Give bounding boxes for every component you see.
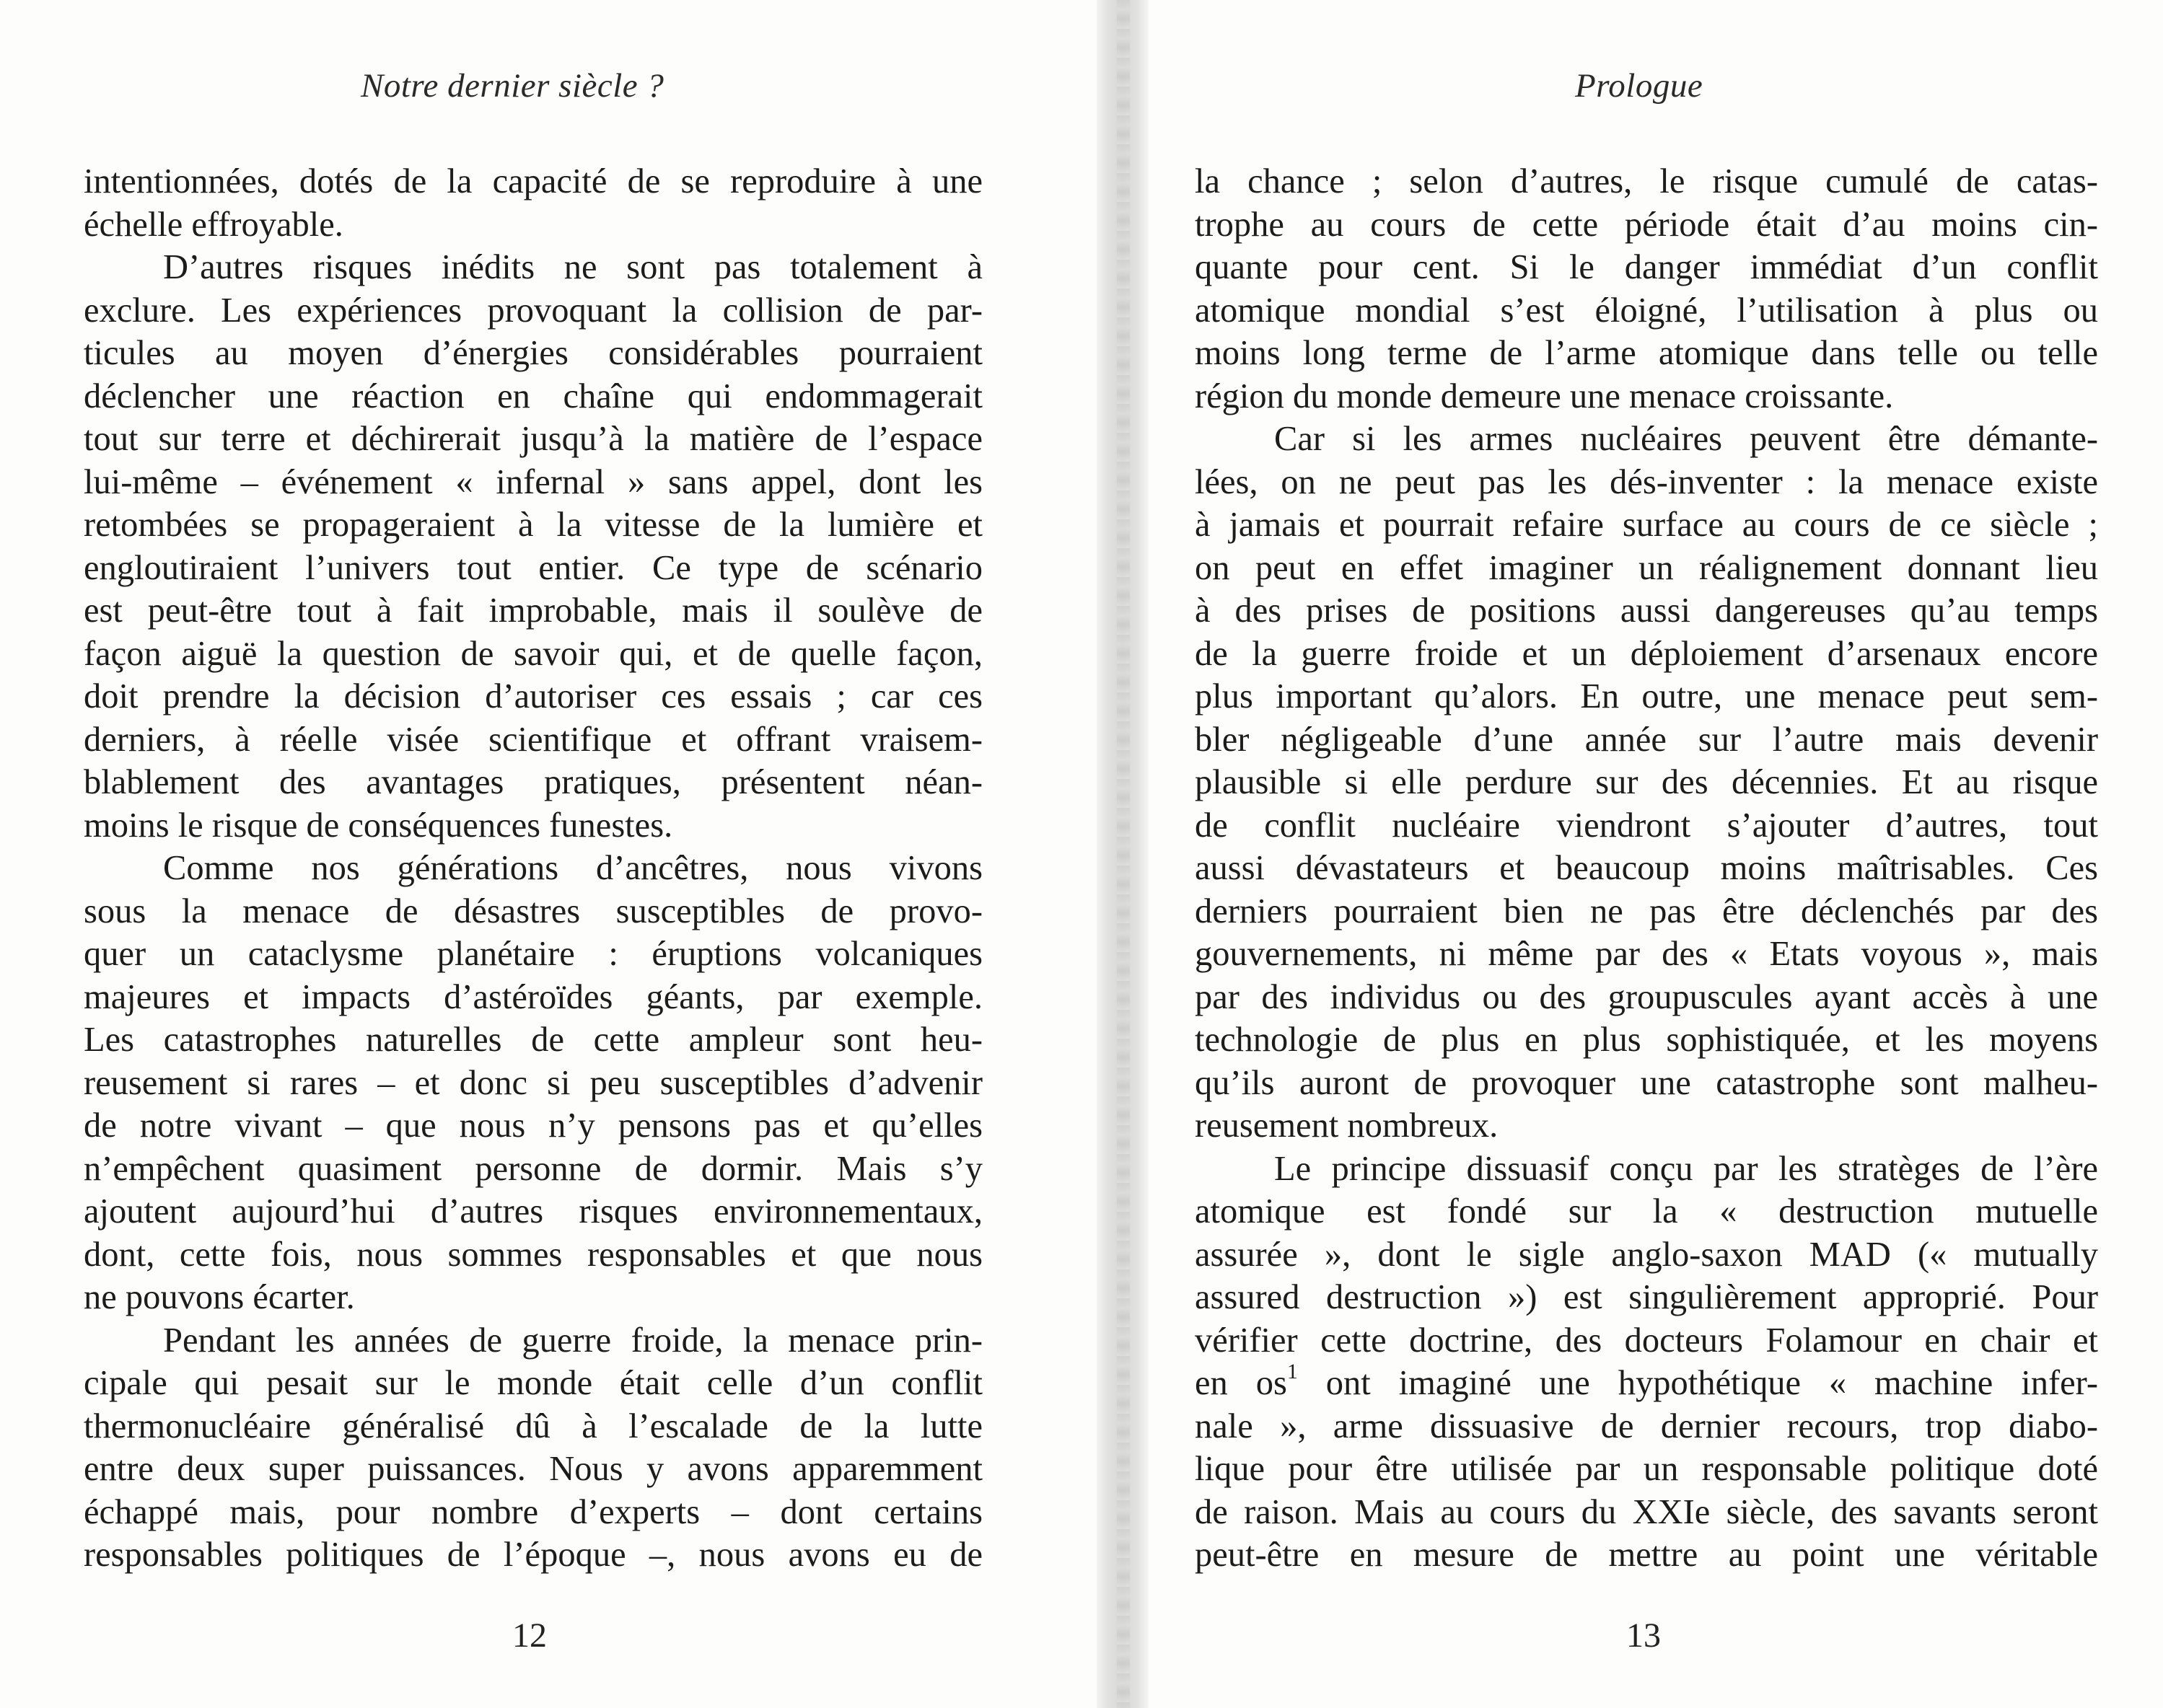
text-line: peut-être en mesure de mettre au point une véritable [1195,1536,2098,1574]
text-line: technologie de plus en plus sophistiquée, et les moyens [1195,1021,2098,1059]
text-line: tout sur terre et déchirerait jusqu’à la matière de l’espace [84,420,983,458]
text-line: derniers, à réelle visée scientifique et offrant vraisem- [84,720,983,759]
text-line: ajoutent aujourd’hui d’autres risques environnementaux, [84,1192,983,1231]
text-line: à jamais et pourrait refaire surface au cours de ce siècle ; [1195,506,2098,544]
text-line: on peut en effet imaginer un réalignement donnant lieu [1195,548,2098,587]
text-line: doit prendre la décision d’autoriser ces essais ; car ces [84,677,983,716]
text-line: blablement des avantages pratiques, présentent néan- [84,763,983,801]
text-line: par des individus ou des groupuscules ayant accès à une [1195,977,2098,1016]
text-line-part: ont imaginé une hypothétique « machine infer- [1297,1364,2098,1402]
text-line: majeures et impacts d’astéroïdes géants, par exemple. [84,977,983,1016]
text-line: exclure. Les expériences provoquant la collision de par- [84,291,983,330]
text-line: vérifier cette doctrine, des docteurs Folamour en chair et [1195,1321,2098,1360]
text-line: bler négligeable d’une année sur l’autre mais devenir [1195,720,2098,759]
text-line: façon aiguë la question de savoir qui, et de quelle façon, [84,634,983,673]
running-head-left: Notre dernier siècle ? [361,67,664,105]
text-line: ne pouvons écarter. [84,1278,355,1316]
text-line: Le principe dissuasif conçu par les stratèges de l’ère [1274,1149,2098,1188]
text-line: thermonucléaire généralisé dû à l’escalade de la lutte [84,1407,983,1445]
text-line: déclencher une réaction en chaîne qui endommagerait [84,377,983,415]
text-line: reusement nombreux. [1195,1106,1499,1145]
text-line: lui-même – événement « infernal » sans appel, dont les [84,462,983,501]
text-line-part: en os [1195,1364,1287,1402]
right-page [1126,0,2163,1708]
text-line: Comme nos générations d’ancêtres, nous vivons [163,849,983,887]
text-line: la chance ; selon d’autres, le risque cumulé de catas- [1195,162,2098,201]
text-line: quante pour cent. Si le danger immédiat d’un conflit [1195,248,2098,286]
text-line: cipale qui pesait sur le monde était celle d’un conflit [84,1364,983,1402]
text-line: atomique mondial s’est éloigné, l’utilisation à plus ou [1195,291,2098,330]
text-line: de raison. Mais au cours du XXIe siècle, des savants seront [1195,1492,2098,1531]
text-line: lées, on ne peut pas les dés-inventer : la menace existe [1195,462,2098,501]
text-line: moins long terme de l’arme atomique dans telle ou telle [1195,334,2098,372]
text-line: plausible si elle perdure sur des décennies. Et au risque [1195,763,2098,801]
text-line: ticules au moyen d’énergies considérables pourraient [84,334,983,372]
text-line: D’autres risques inédits ne sont pas totalement à [163,248,983,286]
text-line: atomique est fondé sur la « destruction mutuelle [1195,1192,2098,1231]
text-line: entre deux super puissances. Nous y avons apparemment [84,1450,983,1488]
text-line: n’empêchent quasiment personne de dormir. Mais s’y [84,1149,983,1188]
text-line: de la guerre froide et un déploiement d’arsenaux encore [1195,634,2098,673]
text-line: plus important qu’alors. En outre, une menace peut sem- [1195,677,2098,716]
page-number-left: 12 [512,1616,547,1655]
text-line: Pendant les années de guerre froide, la menace prin- [163,1321,983,1360]
text-line: intentionnées, dotés de la capacité de se reproduire à une [84,162,983,201]
text-line: région du monde demeure une menace croissante. [1195,377,1894,415]
text-line [1195,1362,2098,1405]
text-line: échappé mais, pour nombre d’experts – dont certains [84,1492,983,1531]
text-line: Car si les armes nucléaires peuvent être démante- [1274,420,2098,458]
text-line: Les catastrophes naturelles de cette ampleur sont heu- [84,1021,983,1059]
text-line: assured destruction ») est singulièrement approprié. Pour [1195,1278,2098,1316]
text-line: est peut-être tout à fait improbable, mais il soulève de [84,591,983,630]
text-line: de conflit nucléaire viendront s’ajouter d’autres, tout [1195,806,2098,845]
text-line: moins le risque de conséquences funestes. [84,806,673,845]
text-line: quer un cataclysme planétaire : éruptions volcaniques [84,935,983,973]
running-head-right: Prologue [1575,67,1703,105]
text-line: reusement si rares – et donc si peu susceptibles d’advenir [84,1063,983,1102]
text-line: de notre vivant – que nous n’y pensons pas et qu’elles [84,1106,983,1145]
text-line: engloutiraient l’univers tout entier. Ce type de scénario [84,548,983,587]
text-line: retombées se propageraient à la vitesse de la lumière et [84,506,983,544]
text-line: gouvernements, ni même par des « Etats voyous », mais [1195,935,2098,973]
left-page-text [84,160,983,1577]
text-line: aussi dévastateurs et beaucoup moins maîtrisables. Ces [1195,849,2098,887]
text-line: qu’ils auront de provoquer une catastrophe sont malheu- [1195,1063,2098,1102]
text-line: sous la menace de désastres susceptibles de provo- [84,892,983,930]
page-number-right: 13 [1626,1616,1661,1655]
text-line: échelle effroyable. [84,205,343,244]
text-line: responsables politiques de l’époque –, nous avons eu de [84,1536,983,1574]
text-line: dont, cette fois, nous sommes responsables et que nous [84,1235,983,1274]
text-line: lique pour être utilisée par un responsable politique doté [1195,1450,2098,1488]
text-line: nale », arme dissuasive de dernier recours, trop diabo- [1195,1407,2098,1445]
text-line: à des prises de positions aussi dangereuses qu’au temps [1195,591,2098,630]
text-line: trophe au cours de cette période était d’au moins cin- [1195,205,2098,244]
text-line: derniers pourraient bien ne pas être déclenchés par des [1195,892,2098,930]
footnote-marker: 1 [1286,1360,1298,1383]
right-page-text [1195,160,2098,1577]
text-line: assurée », dont le sigle anglo-saxon MAD (« mutually [1195,1235,2098,1274]
